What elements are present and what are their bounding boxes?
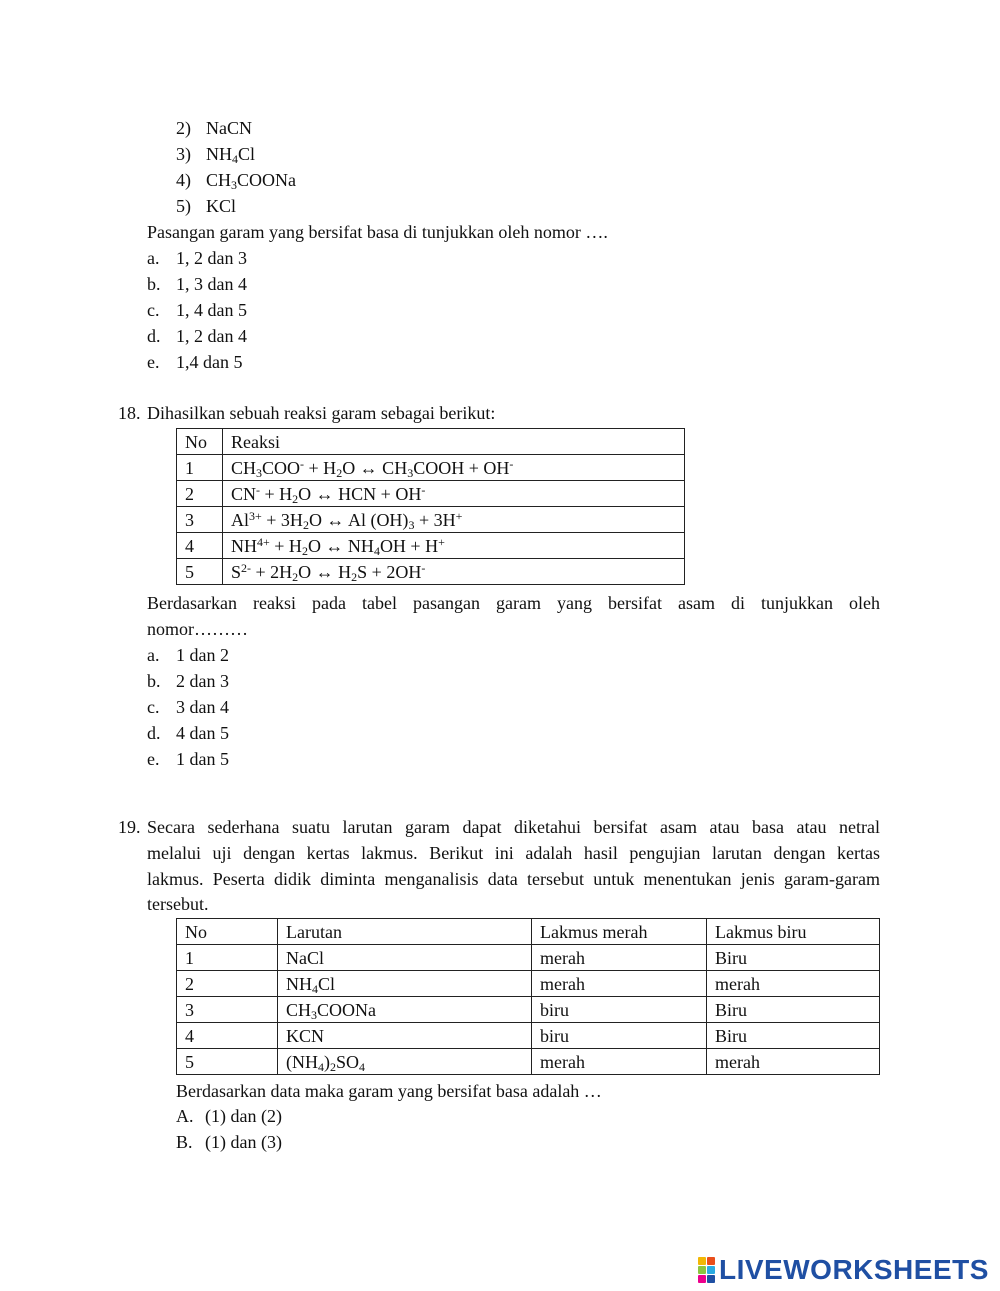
q17-option-c[interactable]: c. 1, 4 dan 5 — [147, 300, 247, 320]
row-no: 4 — [177, 533, 223, 559]
q19-option-b[interactable]: B. (1) dan (3) — [176, 1132, 282, 1152]
row-lakmus-merah: merah — [532, 945, 707, 971]
row-no: 2 — [177, 971, 278, 997]
row-no: 1 — [177, 945, 278, 971]
header-lakmus-biru: Lakmus biru — [707, 919, 880, 945]
q18-option-b[interactable]: b. 2 dan 3 — [147, 671, 229, 691]
logo-square — [698, 1266, 706, 1274]
row-no: 3 — [177, 997, 278, 1023]
header-reaksi: Reaksi — [223, 429, 685, 455]
q18-question-line1: Berdasarkan reaksi pada tabel pasangan garam yang bersifat asam di tunjukkan oleh — [147, 593, 880, 613]
q18-question-line2: nomor……… — [147, 619, 248, 639]
row-lakmus-biru: merah — [707, 971, 880, 997]
row-lakmus-biru: merah — [707, 1049, 880, 1075]
q17-question: Pasangan garam yang bersifat basa di tunjukkan oleh nomor …. — [147, 222, 608, 242]
header-larutan: Larutan — [278, 919, 532, 945]
q18-option-e[interactable]: e. 1 dan 5 — [147, 749, 229, 769]
row-larutan: $CH_3COONa$ — [278, 997, 532, 1023]
header-lakmus-merah: Lakmus merah — [532, 919, 707, 945]
row-reaction: $NH^{4+} + H_2O$ ↔ $NH_4OH + H^+$ — [223, 533, 685, 559]
table-row — [177, 481, 685, 507]
row-no: 5 — [177, 1049, 278, 1075]
q17-option-e[interactable]: e. 1,4 dan 5 — [147, 352, 243, 372]
row-lakmus-biru: Biru — [707, 997, 880, 1023]
row-lakmus-biru: Biru — [707, 1023, 880, 1049]
table-row — [177, 533, 685, 559]
row-larutan: NaCl — [278, 945, 532, 971]
q17-option-a[interactable]: a. 1, 2 dan 3 — [147, 248, 247, 268]
row-larutan: $(NH_4)_2SO_4$ — [278, 1049, 532, 1075]
q17-item: 5) KCl — [176, 196, 237, 216]
row-lakmus-merah: merah — [532, 971, 707, 997]
table-row — [177, 971, 880, 997]
row-no: 3 — [177, 507, 223, 533]
logo-square — [698, 1257, 706, 1265]
header-no: No — [177, 429, 223, 455]
liveworksheets-logo[interactable] — [698, 1255, 989, 1285]
table-row — [177, 455, 685, 481]
row-lakmus-merah: biru — [532, 997, 707, 1023]
q17-option-b[interactable]: b. 1, 3 dan 4 — [147, 274, 247, 294]
row-reaction: $CH_3COO^- + H_2O$ ↔ $CH_3COOH + OH^-$ — [223, 455, 685, 481]
row-reaction: $CN^- + H_2O$ ↔ HCN + OH- — [223, 481, 685, 507]
q19-number: 19. — [118, 817, 141, 837]
header-no: No — [177, 919, 278, 945]
q19-text-line3: lakmus. Peserta didik diminta menganalisis data tersebut untuk menentukan jenis garam-garam — [147, 869, 880, 889]
row-no: 5 — [177, 559, 223, 585]
table-header-row — [177, 919, 880, 945]
row-no: 4 — [177, 1023, 278, 1049]
table-row — [177, 507, 685, 533]
logo-icon — [698, 1257, 715, 1283]
table-row — [177, 559, 685, 585]
logo-square — [707, 1275, 715, 1283]
q17-item: 2) NaCN — [176, 118, 252, 138]
q17-item: 4) $CH_3COONa$ — [176, 170, 297, 192]
q19-text-line2: melalui uji dengan kertas lakmus. Berikut ini adalah hasil pengujian larutan dengan kertas — [147, 843, 880, 863]
logo-square — [698, 1275, 706, 1283]
row-lakmus-biru: Biru — [707, 945, 880, 971]
row-no: 1 — [177, 455, 223, 481]
q18-option-a[interactable]: a. 1 dan 2 — [147, 645, 229, 665]
q19-question: Berdasarkan data maka garam yang bersifat basa adalah … — [176, 1081, 602, 1101]
q17-option-d[interactable]: d. 1, 2 dan 4 — [147, 326, 247, 346]
logo-square — [707, 1257, 715, 1265]
logo-square — [707, 1266, 715, 1274]
q18-intro: 18. Dihasilkan sebuah reaksi garam sebagai berikut: — [118, 403, 496, 423]
table-row — [177, 1049, 880, 1075]
row-reaction: $S^{2-} + 2H_2O$ ↔ $H_2S + 2OH^-$ — [223, 559, 685, 585]
table-row — [177, 1023, 880, 1049]
q19-litmus-table — [176, 918, 880, 1075]
logo-text: LIVEWORKSHEETS — [719, 1254, 989, 1285]
q19-text-line1: Secara sederhana suatu larutan garam dapat diketahui bersifat asam atau basa atau netral — [147, 817, 880, 837]
row-lakmus-merah: biru — [532, 1023, 707, 1049]
table-header-row — [177, 429, 685, 455]
q19-text-line4: tersebut. — [147, 894, 209, 914]
table-row — [177, 945, 880, 971]
row-larutan: KCN — [278, 1023, 532, 1049]
row-reaction: $Al^{3+} + 3H_2O$ ↔ Al $(OH)_3 + 3H^+$ — [223, 507, 685, 533]
q19-option-a[interactable]: A. (1) dan (2) — [176, 1106, 282, 1126]
row-lakmus-merah: merah — [532, 1049, 707, 1075]
table-row — [177, 997, 880, 1023]
row-no: 2 — [177, 481, 223, 507]
q18-option-d[interactable]: d. 4 dan 5 — [147, 723, 229, 743]
q17-item: 3) $NH_4Cl$ — [176, 144, 256, 166]
row-larutan: $NH_4Cl$ — [278, 971, 532, 997]
q18-reaction-table — [176, 428, 685, 585]
q18-option-c[interactable]: c. 3 dan 4 — [147, 697, 229, 717]
